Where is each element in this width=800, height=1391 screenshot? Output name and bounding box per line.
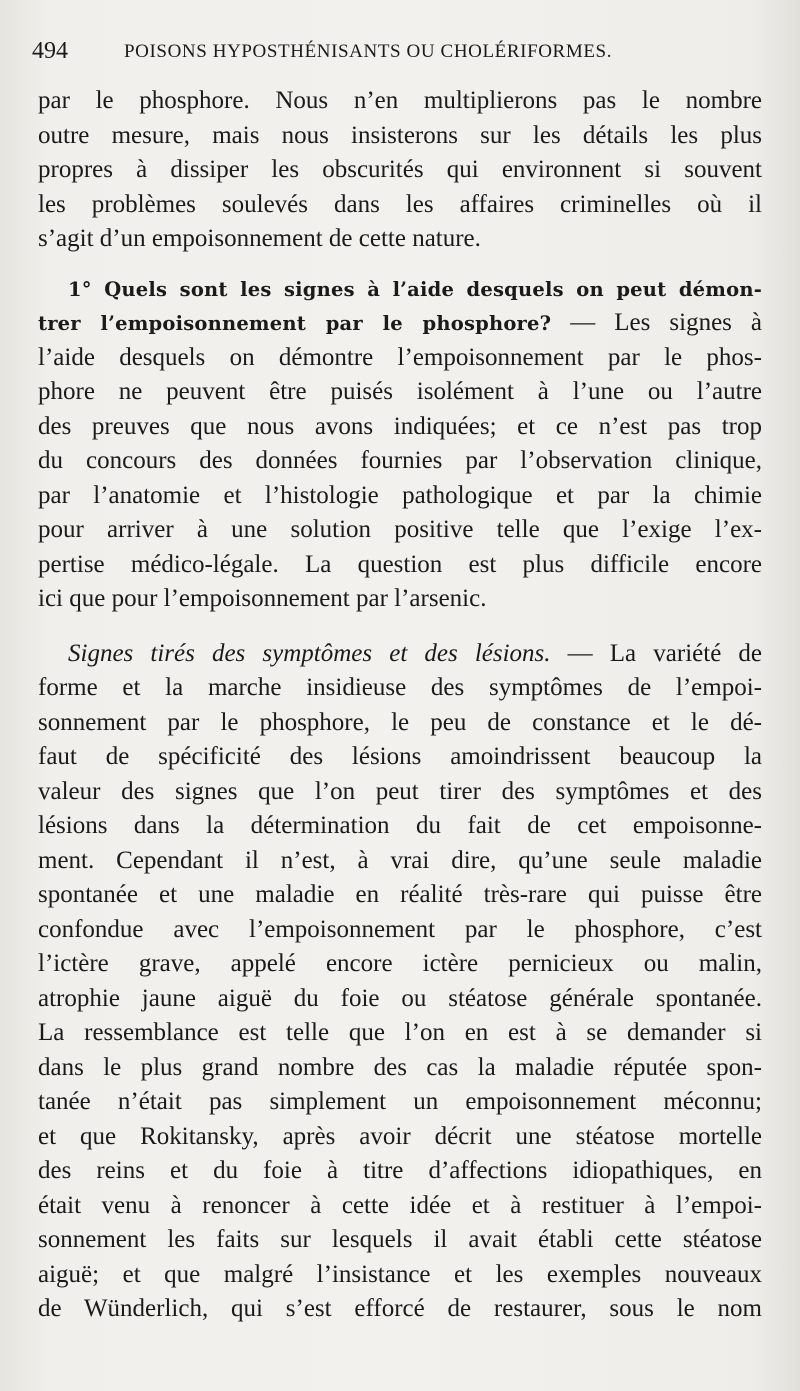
text-line: du concours des données fournies par l’observation clinique, [38,447,762,474]
text-line: lésions dans la détermination du fait de cet empoisonne- [38,812,762,839]
text-line: aiguë; et que malgré l’insistance et les exemples nouveaux [38,1260,762,1288]
section-heading-line [38,272,762,307]
text-line: par le phosphore. Nous n’en multiplierons pas le nombre [38,87,762,114]
text-line: propres à dissiper les obscurités qui environnent si souvent [38,156,762,183]
text-line: des reins et du foie à titre d’affections idiopathiques, en [38,1157,762,1184]
text-line: La ressemblance est telle que l’on en est à se demander si [38,1019,762,1046]
section-heading: 1° Quels sont les signes à l’aide desquels on peut démon- [68,277,762,301]
text-line: l’ictère grave, appelé encore ictère pernicieux ou malin, [38,950,762,977]
text-line: sonnement les faits sur lesquels il avait établi cette stéatose [38,1226,762,1253]
subsection-lead-line [38,637,762,672]
text-line: sonnement par le phosphore, le peu de constance et le dé- [38,708,762,736]
text-run: — La variété de [550,639,763,667]
text-line: et que Rokitansky, après avoir décrit une stéatose mortelle [38,1122,762,1150]
section-heading-line [38,306,762,341]
text-line: atrophie jaune aiguë du foie ou stéatose générale spontanée. [38,984,762,1012]
text-run: — Les signes à [551,309,762,336]
text-line: des preuves que nous avons indiquées; et ce n’est pas trop [38,412,762,440]
text-line: par l’anatomie et l’histologie pathologique et par la chimie [38,481,762,509]
text-line: outre mesure, mais nous insisterons sur les détails les plus [38,121,762,149]
text-line: forme et la marche insidieuse des symptômes de l’empoi- [38,674,762,701]
text-line: dans le plus grand nombre des cas la maladie réputée spon- [38,1053,762,1081]
text-line: confondue avec l’empoisonnement par le phosphore, c’est [38,915,762,943]
text-line: ment. Cependant il n’est, à vrai dire, qu’une seule maladie [38,846,762,874]
text-line: tanée n’était pas simplement un empoisonnement méconnu; [38,1088,762,1115]
page-body [38,84,762,1327]
text-line: valeur des signes que l’on peut tirer des symptômes et des [38,777,762,805]
text-line: était venu à renoncer à cette idée et à restituer à l’empoi- [38,1191,762,1219]
paragraph-3 [38,637,762,1327]
text-line: faut de spécificité des lésions amoindrissent beaucoup la [38,743,762,770]
text-line: les problèmes soulevés dans les affaires criminelles où il [38,190,762,218]
text-line: ici que pour l’empoisonnement par l’arsenic. [38,585,487,612]
subsection-title: Signes tirés des symptômes et des lésions. [68,639,551,667]
text-line: pour arriver à une solution positive telle que l’exige l’ex- [38,516,762,543]
paragraph-1 [38,84,762,257]
paragraph-2 [38,272,762,617]
page-header [32,38,760,70]
text-line: phore ne peuvent être puisés isolément à l’une ou l’autre [38,378,762,405]
section-heading-continued: trer l’empoisonnement par le phosphore? [38,312,552,335]
page-number: 494 [32,38,68,64]
text-line: de Wünderlich, qui s’est efforcé de restaurer, sous le nom [38,1295,762,1322]
running-head: POISONS HYPOSTHÉNISANTS OU CHOLÉRIFORMES. [124,41,613,62]
text-line: spontanée et une maladie en réalité très-rare qui puisse être [38,881,762,908]
text-line: l’aide desquels on démontre l’empoisonnement par le phos- [38,343,762,371]
text-line: s’agit d’un empoisonnement de cette nature. [38,225,481,252]
text-line: pertise médico-légale. La question est plus difficile encore [38,550,762,578]
